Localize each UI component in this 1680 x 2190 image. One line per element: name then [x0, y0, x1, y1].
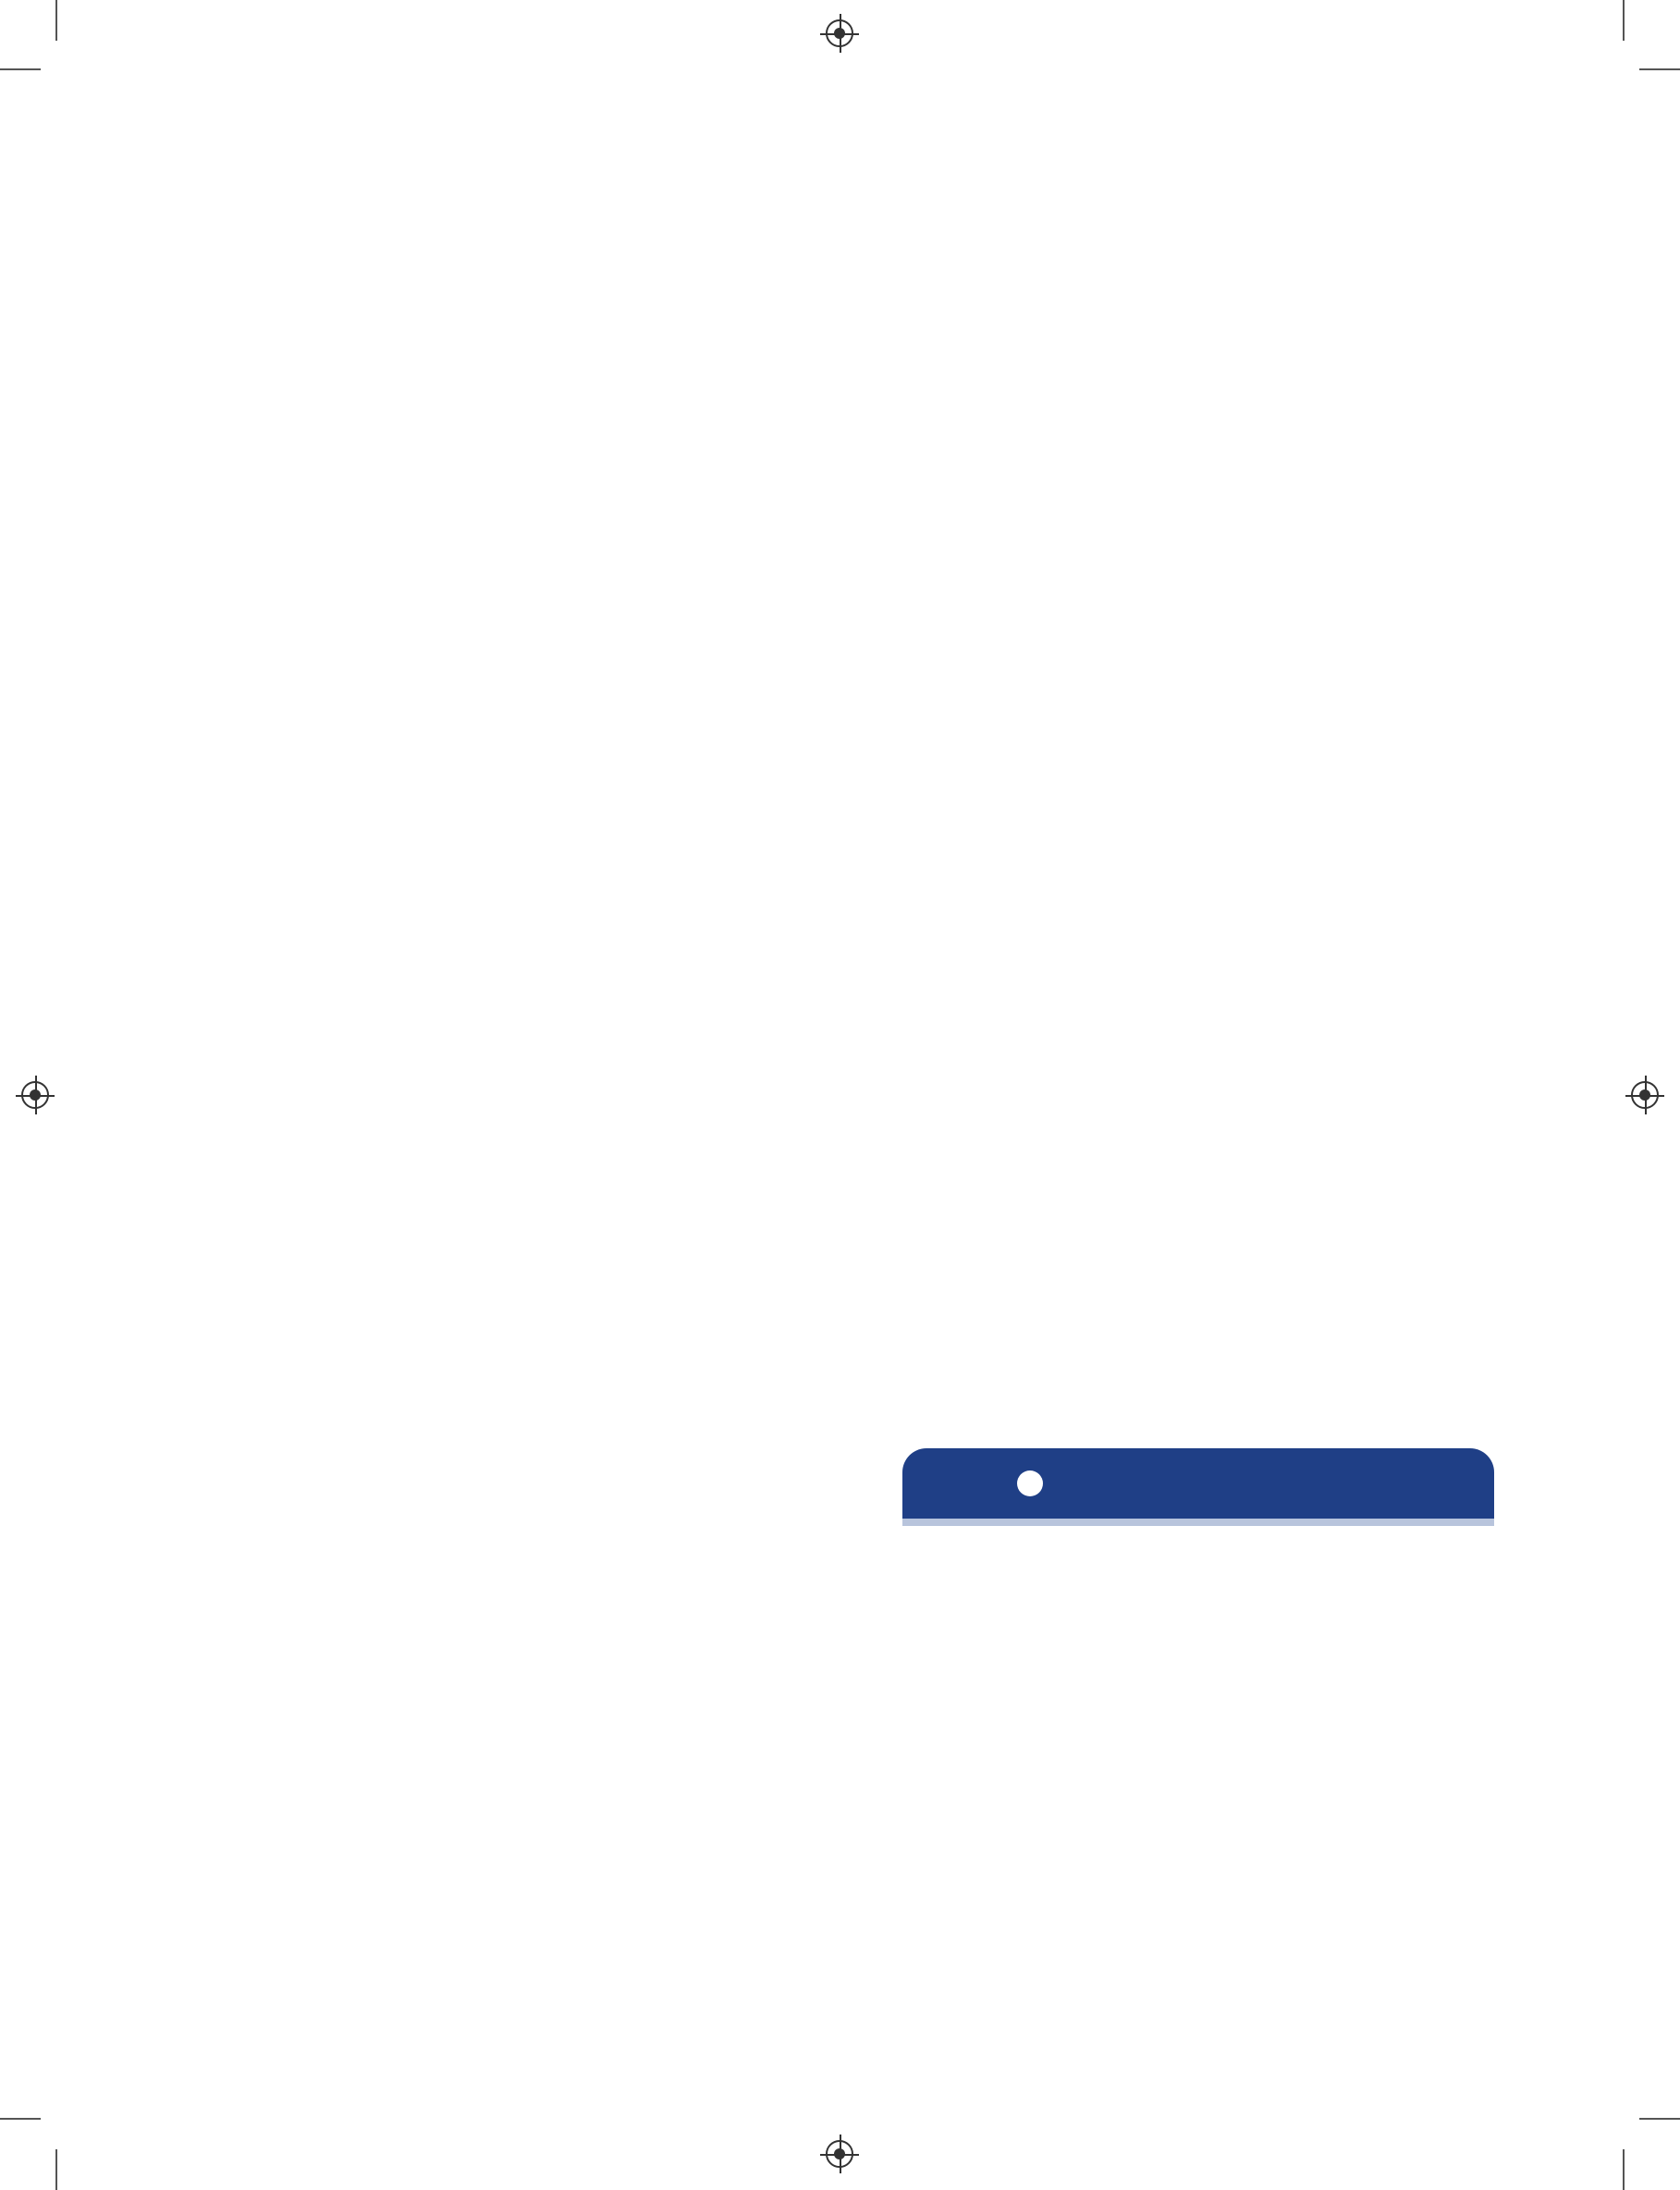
- registration-mark-icon: [21, 1081, 49, 1109]
- crop-mark: [1639, 68, 1680, 70]
- crop-mark: [0, 2118, 41, 2120]
- crop-mark: [1623, 2149, 1625, 2190]
- registration-mark-icon: [1631, 1081, 1659, 1109]
- registration-mark-icon: [826, 19, 853, 47]
- crop-mark: [1639, 2118, 1680, 2120]
- registration-mark-icon: [826, 2140, 853, 2168]
- crop-mark: [55, 2149, 57, 2190]
- banner-badge: [1017, 1470, 1043, 1496]
- section-banner: [902, 1448, 1494, 1520]
- crop-mark: [55, 0, 57, 41]
- banner-underline: [902, 1519, 1494, 1526]
- crop-mark: [0, 68, 41, 70]
- crop-mark: [1623, 0, 1625, 41]
